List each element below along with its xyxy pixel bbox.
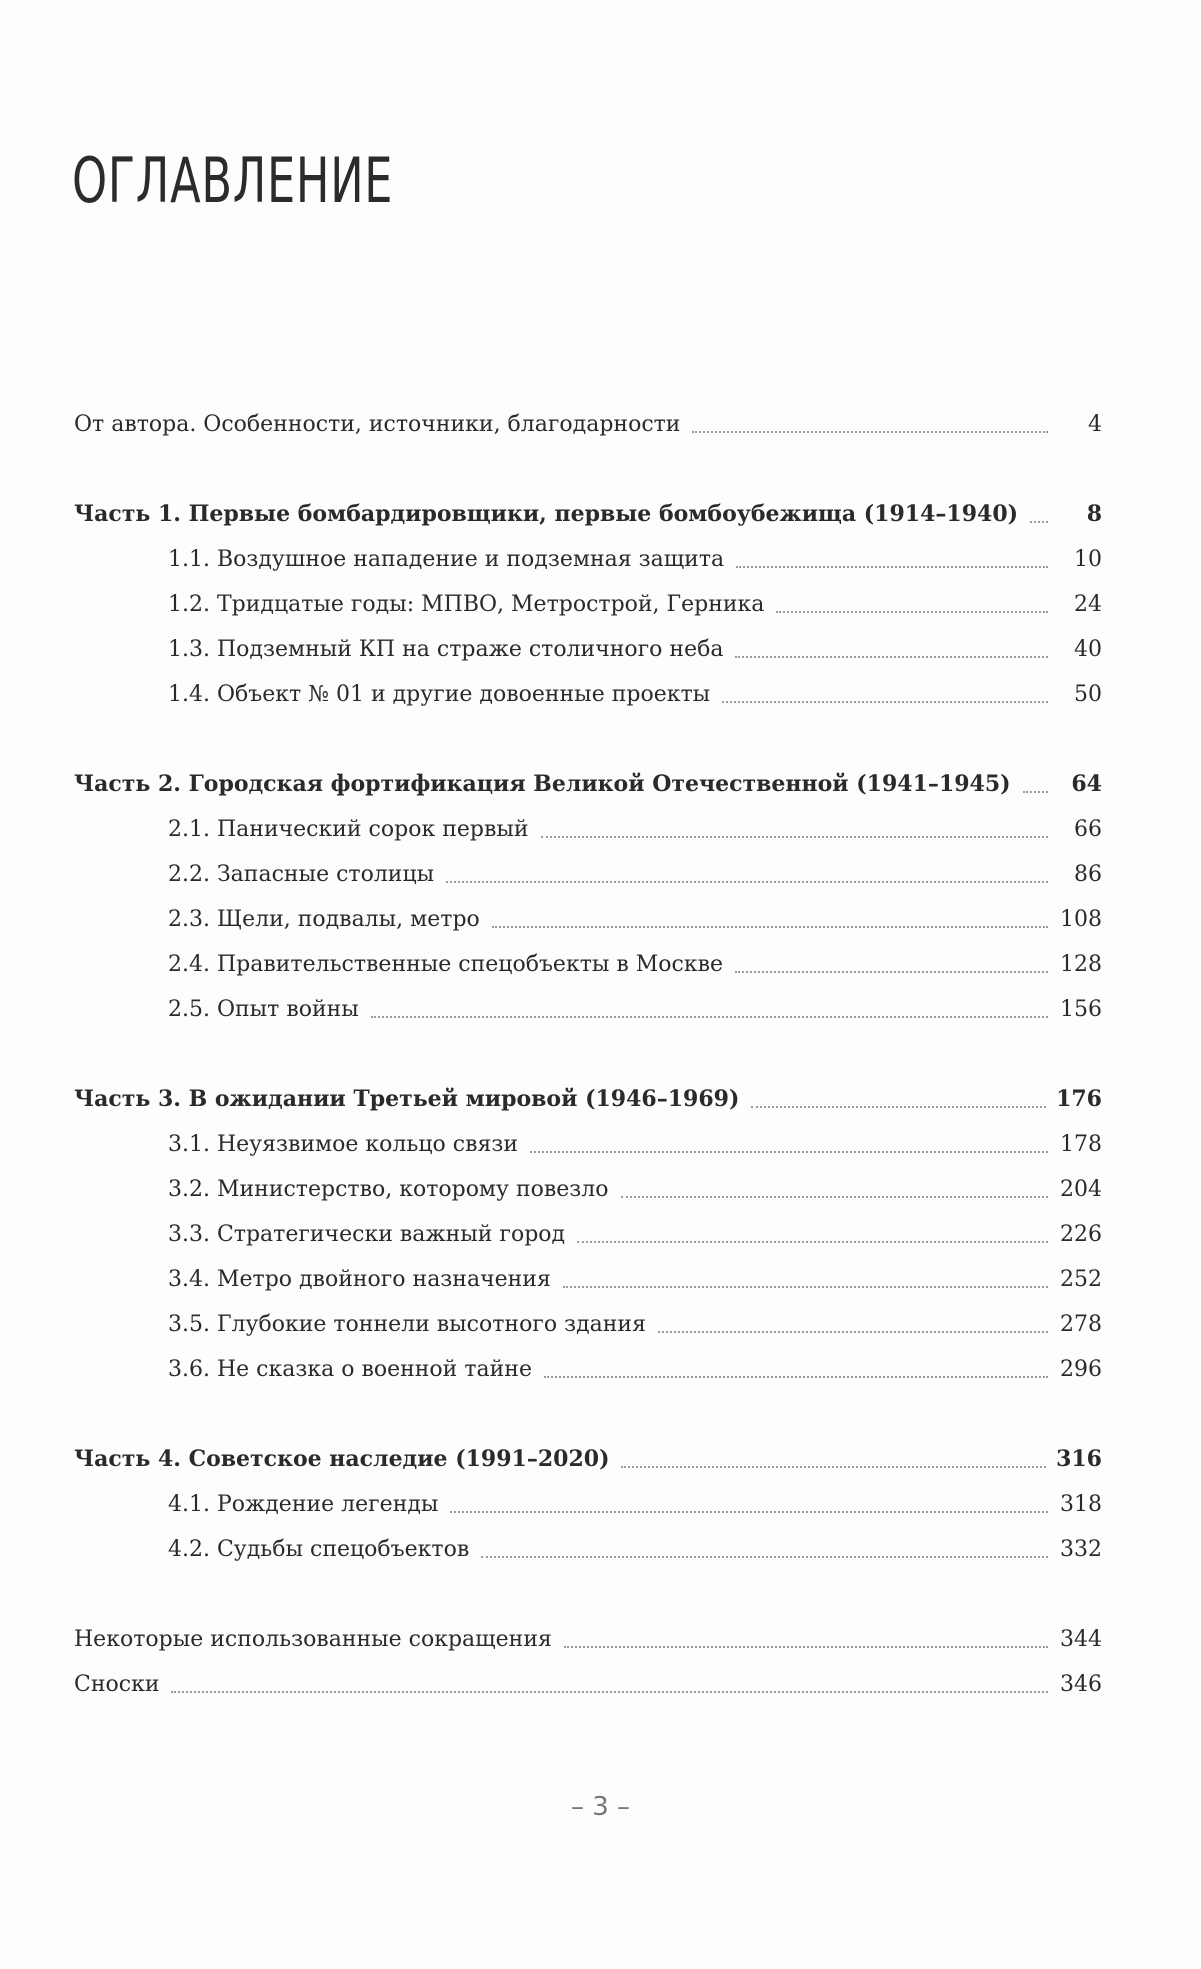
toc-section-label: 3.5. Глубокие тоннели высотного здания	[168, 1312, 646, 1337]
toc-section-label: 4.1. Рождение легенды	[168, 1492, 439, 1517]
toc-section-page: 50	[1074, 682, 1102, 707]
toc-section-page: 226	[1060, 1222, 1102, 1247]
toc-section-1-4[interactable]	[74, 672, 1102, 717]
toc-section-1-3[interactable]	[74, 627, 1102, 672]
toc-section-3-3[interactable]	[74, 1212, 1102, 1257]
toc-section-label: 3.3. Стратегически важный город	[168, 1222, 566, 1247]
toc-entry-abbreviations[interactable]	[74, 1617, 1102, 1662]
leader-dots	[736, 566, 1048, 568]
toc-section-page: 40	[1074, 637, 1102, 662]
table-of-contents	[74, 402, 1102, 1707]
leader-dots	[735, 971, 1048, 973]
leader-dots	[735, 656, 1048, 658]
leader-dots	[621, 1196, 1048, 1198]
toc-entry-label: От автора. Особенности, источники, благодарности	[74, 412, 681, 437]
toc-section-3-2[interactable]	[74, 1167, 1102, 1212]
toc-section-2-5[interactable]	[74, 987, 1102, 1032]
toc-section-label: 4.2. Судьбы спецобъектов	[168, 1537, 470, 1562]
toc-section-page: 204	[1060, 1177, 1102, 1202]
toc-section-3-4[interactable]	[74, 1257, 1102, 1302]
leader-dots	[564, 1646, 1048, 1648]
leader-dots	[577, 1241, 1048, 1243]
leader-dots	[541, 836, 1048, 838]
page-title: ОГЛАВЛЕНИЕ	[72, 144, 394, 217]
toc-section-label: 2.3. Щели, подвалы, метро	[168, 907, 480, 932]
toc-section-page: 178	[1060, 1132, 1102, 1157]
leader-dots	[446, 881, 1048, 883]
toc-section-3-6[interactable]	[74, 1347, 1102, 1392]
toc-part-label: Часть 4. Советское наследие (1991–2020)	[74, 1446, 610, 1472]
toc-section-1-2[interactable]	[74, 582, 1102, 627]
leader-dots	[692, 431, 1048, 433]
toc-section-label: 1.4. Объект № 01 и другие довоенные проекты	[168, 682, 711, 707]
page-number: – 3 –	[570, 1792, 631, 1822]
toc-part-page: 64	[1071, 771, 1102, 797]
toc-section-page: 10	[1074, 547, 1102, 572]
toc-section-2-3[interactable]	[74, 897, 1102, 942]
toc-section-label: 3.4. Метро двойного назначения	[168, 1267, 551, 1292]
toc-entry-page: 346	[1060, 1672, 1102, 1697]
toc-section-label: 3.2. Министерство, которому повезло	[168, 1177, 609, 1202]
leader-dots	[492, 926, 1048, 928]
toc-section-label: 3.1. Неуязвимое кольцо связи	[168, 1132, 519, 1157]
leader-dots	[481, 1556, 1048, 1558]
toc-entry-page: 4	[1088, 412, 1102, 437]
toc-section-1-1[interactable]	[74, 537, 1102, 582]
toc-part-1[interactable]	[74, 492, 1102, 537]
toc-part-label: Часть 2. Городская фортификация Великой Отечественной (1941–1945)	[74, 771, 1011, 797]
toc-entry-footnotes[interactable]	[74, 1662, 1102, 1707]
toc-section-page: 24	[1074, 592, 1102, 617]
leader-dots	[450, 1511, 1048, 1513]
toc-part-3[interactable]	[74, 1077, 1102, 1122]
toc-entry-page: 344	[1060, 1627, 1102, 1652]
leader-dots	[658, 1331, 1048, 1333]
toc-part-label: Часть 1. Первые бомбардировщики, первые бомбоубежища (1914–1940)	[74, 501, 1019, 527]
toc-section-page: 156	[1060, 997, 1102, 1022]
leader-dots	[621, 1466, 1046, 1468]
leader-dots	[371, 1016, 1048, 1018]
toc-entry-intro[interactable]	[74, 402, 1102, 447]
toc-section-page: 332	[1060, 1537, 1102, 1562]
toc-section-3-5[interactable]	[74, 1302, 1102, 1347]
toc-section-4-1[interactable]	[74, 1482, 1102, 1527]
toc-section-page: 296	[1060, 1357, 1102, 1382]
toc-section-page: 318	[1060, 1492, 1102, 1517]
toc-section-label: 2.1. Панический сорок первый	[168, 817, 529, 842]
toc-section-label: 1.2. Тридцатые годы: МПВО, Метрострой, Герника	[168, 592, 765, 617]
toc-section-label: 2.4. Правительственные спецобъекты в Москве	[168, 952, 724, 977]
toc-part-4[interactable]	[74, 1437, 1102, 1482]
toc-entry-label: Сноски	[74, 1672, 160, 1697]
toc-section-2-2[interactable]	[74, 852, 1102, 897]
leader-dots	[722, 701, 1048, 703]
toc-section-3-1[interactable]	[74, 1122, 1102, 1167]
toc-part-page: 176	[1056, 1086, 1102, 1112]
leader-dots	[751, 1106, 1046, 1108]
leader-dots	[563, 1286, 1048, 1288]
toc-section-page: 66	[1074, 817, 1102, 842]
leader-dots	[530, 1151, 1048, 1153]
toc-section-label: 2.2. Запасные столицы	[168, 862, 435, 887]
toc-section-page: 108	[1060, 907, 1102, 932]
leader-dots	[776, 611, 1048, 613]
toc-section-4-2[interactable]	[74, 1527, 1102, 1572]
toc-section-2-1[interactable]	[74, 807, 1102, 852]
toc-part-label: Часть 3. В ожидании Третьей мировой (1946–1969)	[74, 1086, 740, 1112]
toc-section-page: 252	[1060, 1267, 1102, 1292]
leader-dots	[1023, 791, 1048, 793]
toc-section-label: 1.1. Воздушное нападение и подземная защита	[168, 547, 725, 572]
toc-section-label: 2.5. Опыт войны	[168, 997, 359, 1022]
leader-dots	[171, 1691, 1048, 1693]
toc-section-page: 86	[1074, 862, 1102, 887]
toc-section-2-4[interactable]	[74, 942, 1102, 987]
toc-part-2[interactable]	[74, 762, 1102, 807]
toc-section-label: 3.6. Не сказка о военной тайне	[168, 1357, 532, 1382]
toc-part-page: 8	[1086, 501, 1102, 527]
toc-part-page: 316	[1056, 1446, 1102, 1472]
leader-dots	[1030, 521, 1048, 523]
toc-section-page: 278	[1060, 1312, 1102, 1337]
toc-section-page: 128	[1060, 952, 1102, 977]
leader-dots	[544, 1376, 1048, 1378]
toc-entry-label: Некоторые использованные сокращения	[74, 1627, 552, 1652]
toc-section-label: 1.3. Подземный КП на страже столичного неба	[168, 637, 724, 662]
